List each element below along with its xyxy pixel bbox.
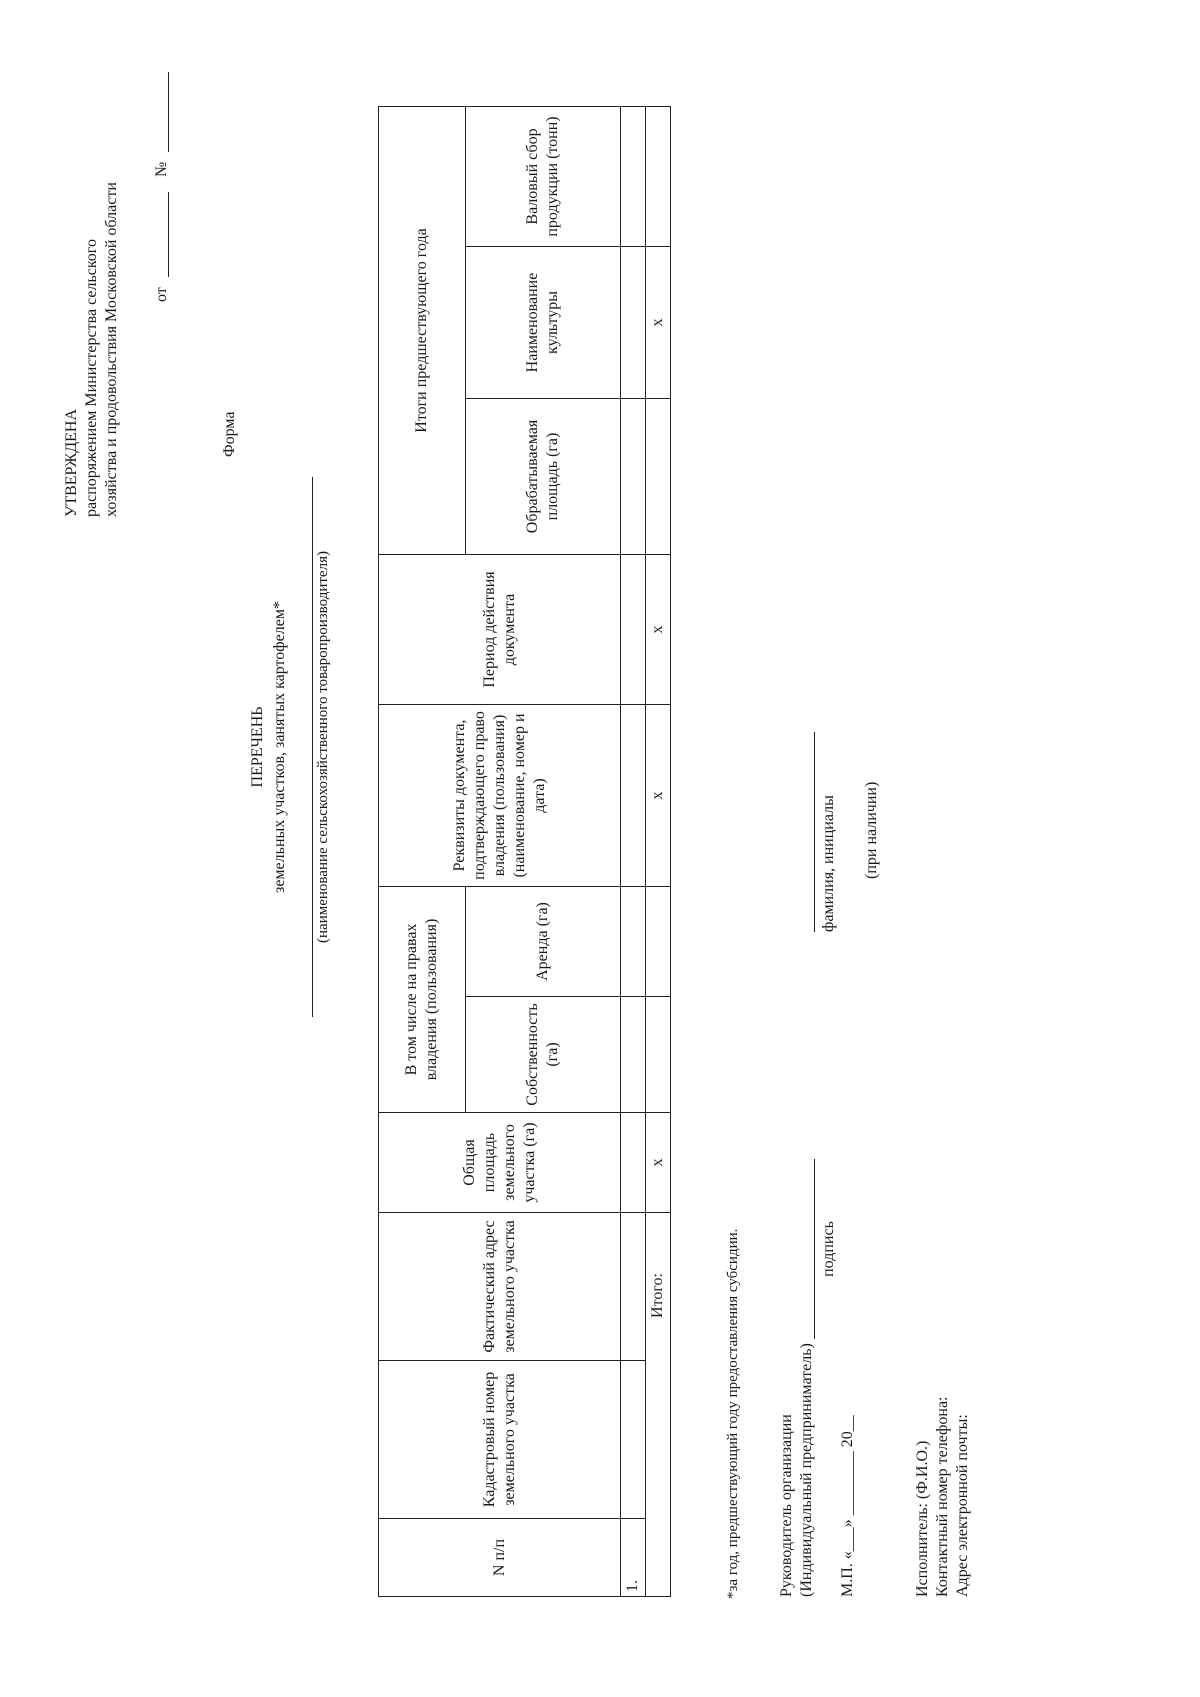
page-subtitle: земельных участков, занятых картофелем* (271, 601, 288, 893)
row-num: 1. (621, 1519, 646, 1597)
footnote: *за год, предшествующий году предоставления субсидии. (725, 1228, 741, 1599)
name-caption: фамилия, инициалы (820, 795, 837, 932)
row-gross-yield (621, 106, 646, 246)
signature-line (814, 1159, 815, 1339)
total-cultivated-area (646, 398, 671, 554)
header-ownership-group: В том числе на правах владения (пользования) (379, 886, 466, 1112)
producer-caption: (наименование сельскохозяйственного товаропроизводителя) (315, 551, 331, 943)
executor-phone: Контактный номер телефона: (934, 1396, 951, 1597)
header-address: Фактический адрес земельного участка (379, 1213, 621, 1361)
row-cultivated-area (621, 398, 646, 554)
total-area-x: x (646, 1113, 671, 1213)
head-label-line1: Руководитель организации (778, 1414, 795, 1597)
header-crop-name: Наименование культуры (466, 246, 621, 398)
name-line (814, 732, 815, 932)
approval-line2: распоряжением Министерства сельского (83, 239, 100, 517)
mp-label: М.П. «___» ________ 20__ (839, 1415, 856, 1597)
header-gross-yield: Валовый сбор продукции (тонн) (466, 106, 621, 246)
approval-number-line (168, 72, 169, 152)
header-num: N п/п (379, 1519, 621, 1597)
row-lease (621, 886, 646, 996)
land-plots-table (378, 106, 671, 1597)
row-crop-name (621, 246, 646, 398)
approval-block (62, 0, 122, 517)
header-period: Период действия документа (379, 554, 621, 704)
row-document (621, 704, 646, 886)
approval-line1: УТВЕРЖДЕНА (63, 408, 80, 517)
table-total-row (646, 106, 671, 1596)
header-prev-year-group: Итоги предшествующего года (379, 106, 466, 554)
approval-line3: хозяйства и продовольствия Московской области (103, 182, 120, 517)
row-period (621, 554, 646, 704)
header-lease: Аренда (га) (466, 886, 621, 996)
total-lease (646, 886, 671, 996)
row-cadastral (621, 1361, 646, 1519)
header-ownership: Собственность (га) (466, 997, 621, 1113)
row-address (621, 1213, 646, 1361)
header-cadastral: Кадастровый номер земельного участка (379, 1361, 621, 1519)
total-gross-yield (646, 106, 671, 246)
header-total-area: Общая площадь земельного участка (га) (379, 1113, 621, 1213)
producer-name-line (312, 477, 313, 1017)
header-cultivated-area: Обрабатываемая площадь (га) (466, 398, 621, 554)
header-document: Реквизиты документа, подтверждающего право владения (пользования) (наименование, номер и дата) (379, 704, 621, 886)
approval-date-line (168, 192, 169, 277)
approval-number-label: № (153, 161, 170, 177)
executor-block (913, 1397, 973, 1598)
executor-name: Исполнитель: (Ф.И.О.) (914, 1440, 931, 1597)
signature-caption: подпись (820, 1221, 837, 1277)
total-period-x: x (646, 554, 671, 704)
form-label: Форма (221, 411, 238, 457)
executor-email: Адрес электронной почты: (954, 1414, 971, 1597)
table-header-row (379, 106, 466, 1596)
approval-from-label: от (153, 287, 170, 302)
total-ownership (646, 997, 671, 1113)
total-crop-name-x: x (646, 246, 671, 398)
total-label: Итого: (646, 1213, 671, 1597)
row-total-area (621, 1113, 646, 1213)
if-available-caption: (при наличии) (863, 781, 880, 879)
table-row (621, 106, 646, 1596)
head-label-line2: (Индивидуальный предприниматель) (798, 1343, 815, 1597)
row-ownership (621, 997, 646, 1113)
total-document-x: x (646, 704, 671, 886)
page-title: ПЕРЕЧЕНЬ (249, 706, 266, 788)
